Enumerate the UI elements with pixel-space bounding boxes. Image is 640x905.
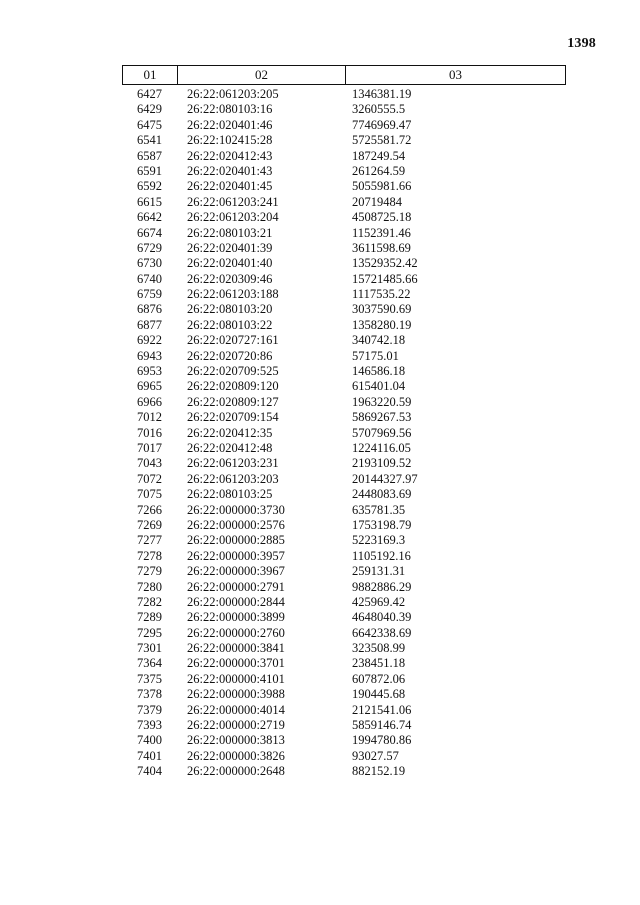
- table-row: [122, 272, 566, 287]
- row-id-cell: 7016: [137, 425, 162, 440]
- header-cell-02: 02: [178, 66, 346, 84]
- value-cell: 1753198.79: [352, 517, 412, 532]
- table-row: [122, 503, 566, 518]
- table-row: [122, 703, 566, 718]
- value-cell: 5707969.56: [352, 425, 412, 440]
- value-cell: 20144327.97: [352, 471, 418, 486]
- value-cell: 2448083.69: [352, 487, 412, 502]
- cadastral-number-cell: 26:22:000000:2760: [187, 625, 285, 640]
- table-header: [122, 65, 566, 85]
- row-id-cell: 7378: [137, 687, 162, 702]
- value-cell: 1224116.05: [352, 440, 411, 455]
- table-row: [122, 626, 566, 641]
- table-row: [122, 656, 566, 671]
- row-id-cell: 6427: [137, 87, 162, 101]
- cadastral-number-cell: 26:22:000000:3899: [187, 610, 285, 625]
- cadastral-number-cell: 26:22:020412:48: [187, 440, 273, 455]
- cadastral-number-cell: 26:22:020709:525: [187, 364, 279, 379]
- row-id-cell: 7301: [137, 641, 162, 656]
- row-id-cell: 7072: [137, 471, 162, 486]
- value-cell: 4508725.18: [352, 210, 412, 225]
- row-id-cell: 7400: [137, 733, 162, 748]
- table-row: [122, 164, 566, 179]
- table-row: [122, 595, 566, 610]
- row-id-cell: 7379: [137, 702, 162, 717]
- cadastral-number-cell: 26:22:020309:46: [187, 271, 273, 286]
- row-id-cell: 7393: [137, 718, 162, 733]
- table-row: [122, 533, 566, 548]
- table-row: [122, 149, 566, 164]
- table-row: [122, 426, 566, 441]
- cadastral-number-cell: 26:22:020401:43: [187, 163, 273, 178]
- table-row: [122, 518, 566, 533]
- table-row: [122, 379, 566, 394]
- table-row: [122, 226, 566, 241]
- value-cell: 1994780.86: [352, 733, 412, 748]
- cadastral-number-cell: 26:22:080103:25: [187, 487, 273, 502]
- value-cell: 1346381.19: [352, 87, 412, 101]
- cadastral-number-cell: 26:22:000000:3957: [187, 548, 285, 563]
- table-body: [122, 87, 566, 780]
- row-id-cell: 6965: [137, 379, 162, 394]
- value-cell: 340742.18: [352, 333, 406, 348]
- row-id-cell: 6740: [137, 271, 162, 286]
- value-cell: 259131.31: [352, 564, 406, 579]
- table-row: [122, 472, 566, 487]
- row-id-cell: 6877: [137, 317, 162, 332]
- row-id-cell: 7289: [137, 610, 162, 625]
- row-id-cell: 6729: [137, 240, 162, 255]
- row-id-cell: 6943: [137, 348, 162, 363]
- table-row: [122, 118, 566, 133]
- value-cell: 1152391.46: [352, 225, 411, 240]
- cadastral-number-cell: 26:22:000000:3730: [187, 502, 285, 517]
- cadastral-number-cell: 26:22:000000:2576: [187, 517, 285, 532]
- cadastral-number-cell: 26:22:000000:2648: [187, 764, 285, 779]
- cadastral-number-cell: 26:22:061203:231: [187, 456, 279, 471]
- cadastral-number-cell: 26:22:000000:2844: [187, 594, 285, 609]
- row-id-cell: 6541: [137, 133, 162, 148]
- cadastral-number-cell: 26:22:061203:205: [187, 87, 279, 101]
- table-row: [122, 672, 566, 687]
- row-id-cell: 6642: [137, 210, 162, 225]
- value-cell: 425969.42: [352, 594, 406, 609]
- table-row: [122, 441, 566, 456]
- cadastral-number-cell: 26:22:000000:2719: [187, 718, 285, 733]
- table-row: [122, 195, 566, 210]
- cadastral-number-cell: 26:22:020412:43: [187, 148, 273, 163]
- row-id-cell: 6922: [137, 333, 162, 348]
- value-cell: 3611598.69: [352, 240, 411, 255]
- row-id-cell: 6615: [137, 194, 162, 209]
- value-cell: 13529352.42: [352, 256, 418, 271]
- value-cell: 238451.18: [352, 656, 406, 671]
- cadastral-number-cell: 26:22:080103:16: [187, 102, 273, 117]
- table-row: [122, 133, 566, 148]
- value-cell: 6642338.69: [352, 625, 412, 640]
- row-id-cell: 6876: [137, 302, 162, 317]
- value-cell: 20719484: [352, 194, 402, 209]
- value-cell: 57175.01: [352, 348, 399, 363]
- row-id-cell: 6475: [137, 117, 162, 132]
- cadastral-number-cell: 26:22:020709:154: [187, 410, 279, 425]
- cadastral-number-cell: 26:22:000000:3967: [187, 564, 285, 579]
- cadastral-number-cell: 26:22:000000:3841: [187, 641, 285, 656]
- row-id-cell: 7282: [137, 594, 162, 609]
- row-id-cell: 7364: [137, 656, 162, 671]
- table-row: [122, 580, 566, 595]
- table-row: [122, 302, 566, 317]
- table-row: [122, 395, 566, 410]
- value-cell: 635781.35: [352, 502, 406, 517]
- table-row: [122, 564, 566, 579]
- cadastral-number-cell: 26:22:061203:188: [187, 287, 279, 302]
- row-id-cell: 7269: [137, 517, 162, 532]
- value-cell: 2121541.06: [352, 702, 412, 717]
- cadastral-number-cell: 26:22:061203:203: [187, 471, 279, 486]
- table-row: [122, 749, 566, 764]
- row-id-cell: 7280: [137, 579, 162, 594]
- table-row: [122, 318, 566, 333]
- cadastral-number-cell: 26:22:080103:21: [187, 225, 273, 240]
- row-id-cell: 7278: [137, 548, 162, 563]
- value-cell: 3037590.69: [352, 302, 412, 317]
- cadastral-number-cell: 26:22:061203:204: [187, 210, 279, 225]
- value-cell: 9882886.29: [352, 579, 412, 594]
- value-cell: 93027.57: [352, 748, 399, 763]
- cadastral-number-cell: 26:22:020401:45: [187, 179, 273, 194]
- row-id-cell: 7375: [137, 671, 162, 686]
- value-cell: 187249.54: [352, 148, 406, 163]
- row-id-cell: 7075: [137, 487, 162, 502]
- page-number: 1398: [567, 36, 596, 51]
- value-cell: 1117535.22: [352, 287, 411, 302]
- row-id-cell: 7277: [137, 533, 162, 548]
- value-cell: 3260555.5: [352, 102, 406, 117]
- table-row: [122, 87, 566, 102]
- table-row: [122, 487, 566, 502]
- cadastral-number-cell: 26:22:000000:2791: [187, 579, 285, 594]
- table-row: [122, 641, 566, 656]
- row-id-cell: 7012: [137, 410, 162, 425]
- cadastral-number-cell: 26:22:102415:28: [187, 133, 273, 148]
- value-cell: 1358280.19: [352, 317, 412, 332]
- value-cell: 146586.18: [352, 364, 406, 379]
- value-cell: 607872.06: [352, 671, 406, 686]
- table-row: [122, 256, 566, 271]
- table-row: [122, 549, 566, 564]
- table-row: [122, 764, 566, 779]
- cadastral-number-cell: 26:22:020809:127: [187, 394, 279, 409]
- row-id-cell: 7266: [137, 502, 162, 517]
- value-cell: 5055981.66: [352, 179, 412, 194]
- table-row: [122, 179, 566, 194]
- cadastral-number-cell: 26:22:000000:3826: [187, 748, 285, 763]
- header-cell-01: 01: [123, 66, 178, 84]
- table-row: [122, 364, 566, 379]
- row-id-cell: 6591: [137, 163, 162, 178]
- cadastral-number-cell: 26:22:020401:39: [187, 240, 273, 255]
- row-id-cell: 7295: [137, 625, 162, 640]
- row-id-cell: 6953: [137, 364, 162, 379]
- table-row: [122, 349, 566, 364]
- cadastral-number-cell: 26:22:020401:40: [187, 256, 273, 271]
- cadastral-number-cell: 26:22:020412:35: [187, 425, 273, 440]
- cadastral-number-cell: 26:22:020720:86: [187, 348, 273, 363]
- row-id-cell: 7043: [137, 456, 162, 471]
- cadastral-number-cell: 26:22:080103:22: [187, 317, 273, 332]
- cadastral-number-cell: 26:22:000000:4014: [187, 702, 285, 717]
- table-row: [122, 241, 566, 256]
- cadastral-number-cell: 26:22:000000:4101: [187, 671, 285, 686]
- cadastral-number-cell: 26:22:020401:46: [187, 117, 273, 132]
- value-cell: 261264.59: [352, 163, 406, 178]
- table-row: [122, 456, 566, 471]
- table-row: [122, 733, 566, 748]
- table-row: [122, 687, 566, 702]
- value-cell: 5869267.53: [352, 410, 412, 425]
- cadastral-number-cell: 26:22:000000:3988: [187, 687, 285, 702]
- row-id-cell: 6966: [137, 394, 162, 409]
- value-cell: 323508.99: [352, 641, 406, 656]
- row-id-cell: 6730: [137, 256, 162, 271]
- value-cell: 2193109.52: [352, 456, 412, 471]
- row-id-cell: 7401: [137, 748, 162, 763]
- cadastral-number-cell: 26:22:000000:3813: [187, 733, 285, 748]
- value-cell: 5223169.3: [352, 533, 406, 548]
- value-cell: 5859146.74: [352, 718, 412, 733]
- cadastral-number-cell: 26:22:080103:20: [187, 302, 273, 317]
- value-cell: 15721485.66: [352, 271, 418, 286]
- table-row: [122, 287, 566, 302]
- value-cell: 5725581.72: [352, 133, 412, 148]
- cadastral-number-cell: 26:22:020727:161: [187, 333, 279, 348]
- table-row: [122, 102, 566, 117]
- cadastral-number-cell: 26:22:000000:2885: [187, 533, 285, 548]
- cadastral-number-cell: 26:22:020809:120: [187, 379, 279, 394]
- cadastral-number-cell: 26:22:000000:3701: [187, 656, 285, 671]
- value-cell: 190445.68: [352, 687, 406, 702]
- row-id-cell: 6592: [137, 179, 162, 194]
- value-cell: 615401.04: [352, 379, 406, 394]
- value-cell: 4648040.39: [352, 610, 412, 625]
- row-id-cell: 7017: [137, 440, 162, 455]
- table-row: [122, 718, 566, 733]
- row-id-cell: 6587: [137, 148, 162, 163]
- header-cell-03: 03: [449, 67, 462, 82]
- value-cell: 1105192.16: [352, 548, 411, 563]
- value-cell: 1963220.59: [352, 394, 412, 409]
- row-id-cell: 6759: [137, 287, 162, 302]
- row-id-cell: 7279: [137, 564, 162, 579]
- table-row: [122, 210, 566, 225]
- table-row: [122, 333, 566, 348]
- table-row: [122, 610, 566, 625]
- row-id-cell: 6674: [137, 225, 162, 240]
- table-row: [122, 410, 566, 425]
- value-cell: 882152.19: [352, 764, 406, 779]
- row-id-cell: 7404: [137, 764, 162, 779]
- row-id-cell: 6429: [137, 102, 162, 117]
- cadastral-number-cell: 26:22:061203:241: [187, 194, 279, 209]
- value-cell: 7746969.47: [352, 117, 412, 132]
